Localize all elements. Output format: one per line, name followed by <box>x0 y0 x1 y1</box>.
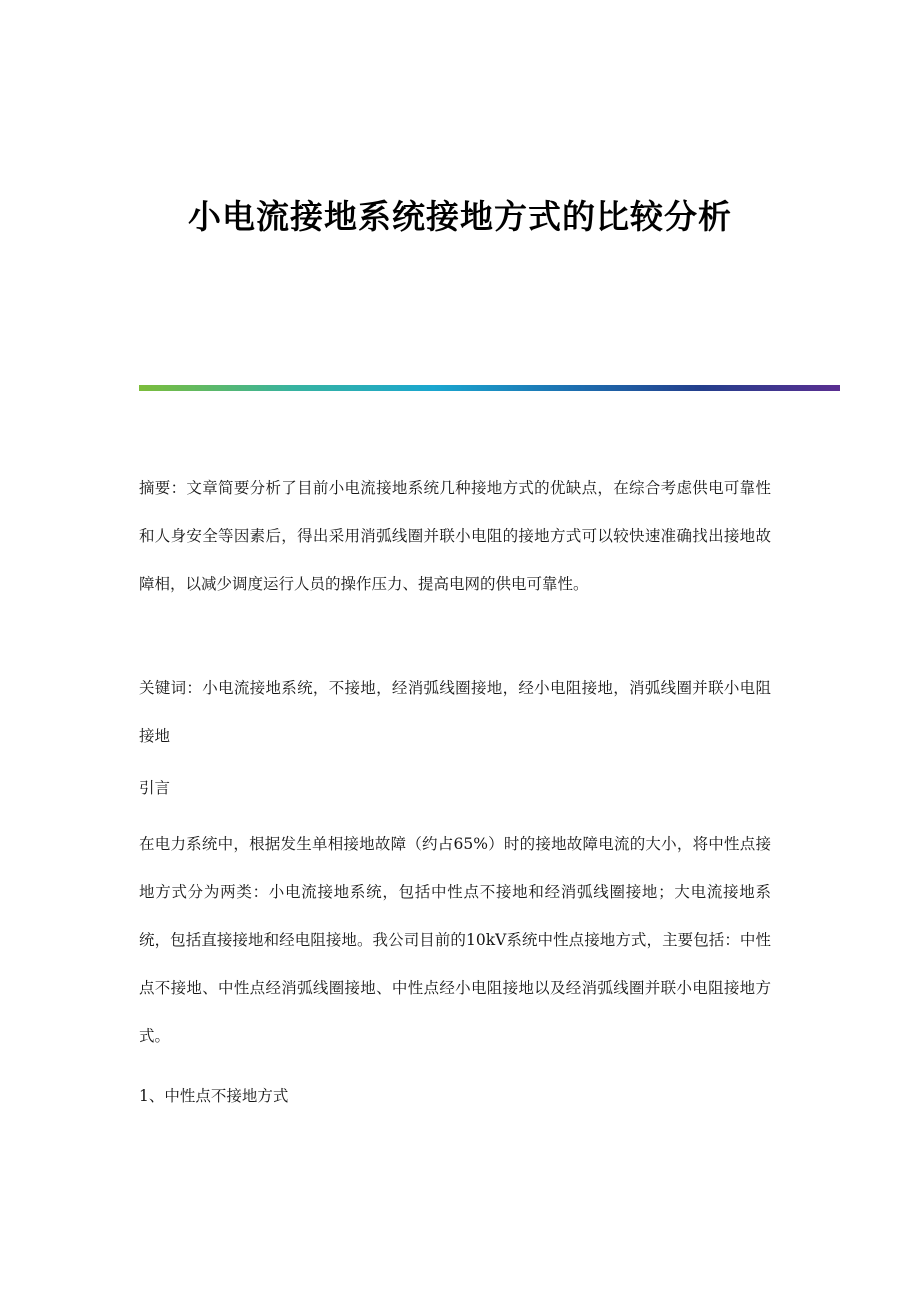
intro-heading: 引言 <box>139 779 171 797</box>
intro-body-block <box>139 820 771 1060</box>
document-title: 小电流接地系统接地方式的比较分析 <box>188 197 732 236</box>
section-1-block <box>139 1072 771 1120</box>
intro-paragraph: 在电力系统中，根据发生单相接地故障（约占65%）时的接地故障电流的大小，将中性点接地方式分为两类：小电流接地系统，包括中性点不接地和经消弧线圈接地；大电流接地系统，包括直接接地和经电阻接地。我公司目前的10kV系统中性点接地方式，主要包括：中性点不接地、中性点经消弧线圈接地、中性点经小电阻接地以及经消弧线圈并联小电阻接地方式。 <box>139 835 771 1045</box>
intro-heading-block <box>139 764 771 812</box>
abstract-block <box>139 464 771 608</box>
keywords-block <box>139 664 771 760</box>
keywords-paragraph: 关键词：小电流接地系统，不接地，经消弧线圈接地，经小电阻接地，消弧线圈并联小电阻接地 <box>139 679 771 745</box>
abstract-paragraph: 摘要：文章简要分析了目前小电流接地系统几种接地方式的优缺点，在综合考虑供电可靠性和人身安全等因素后，得出采用消弧线圈并联小电阻的接地方式可以较快速准确找出接地故障相，以减少调度运行人员的操作压力、提高电网的供电可靠性。 <box>139 479 771 593</box>
title-divider <box>139 385 840 391</box>
section-1-heading: 1、中性点不接地方式 <box>139 1087 289 1105</box>
